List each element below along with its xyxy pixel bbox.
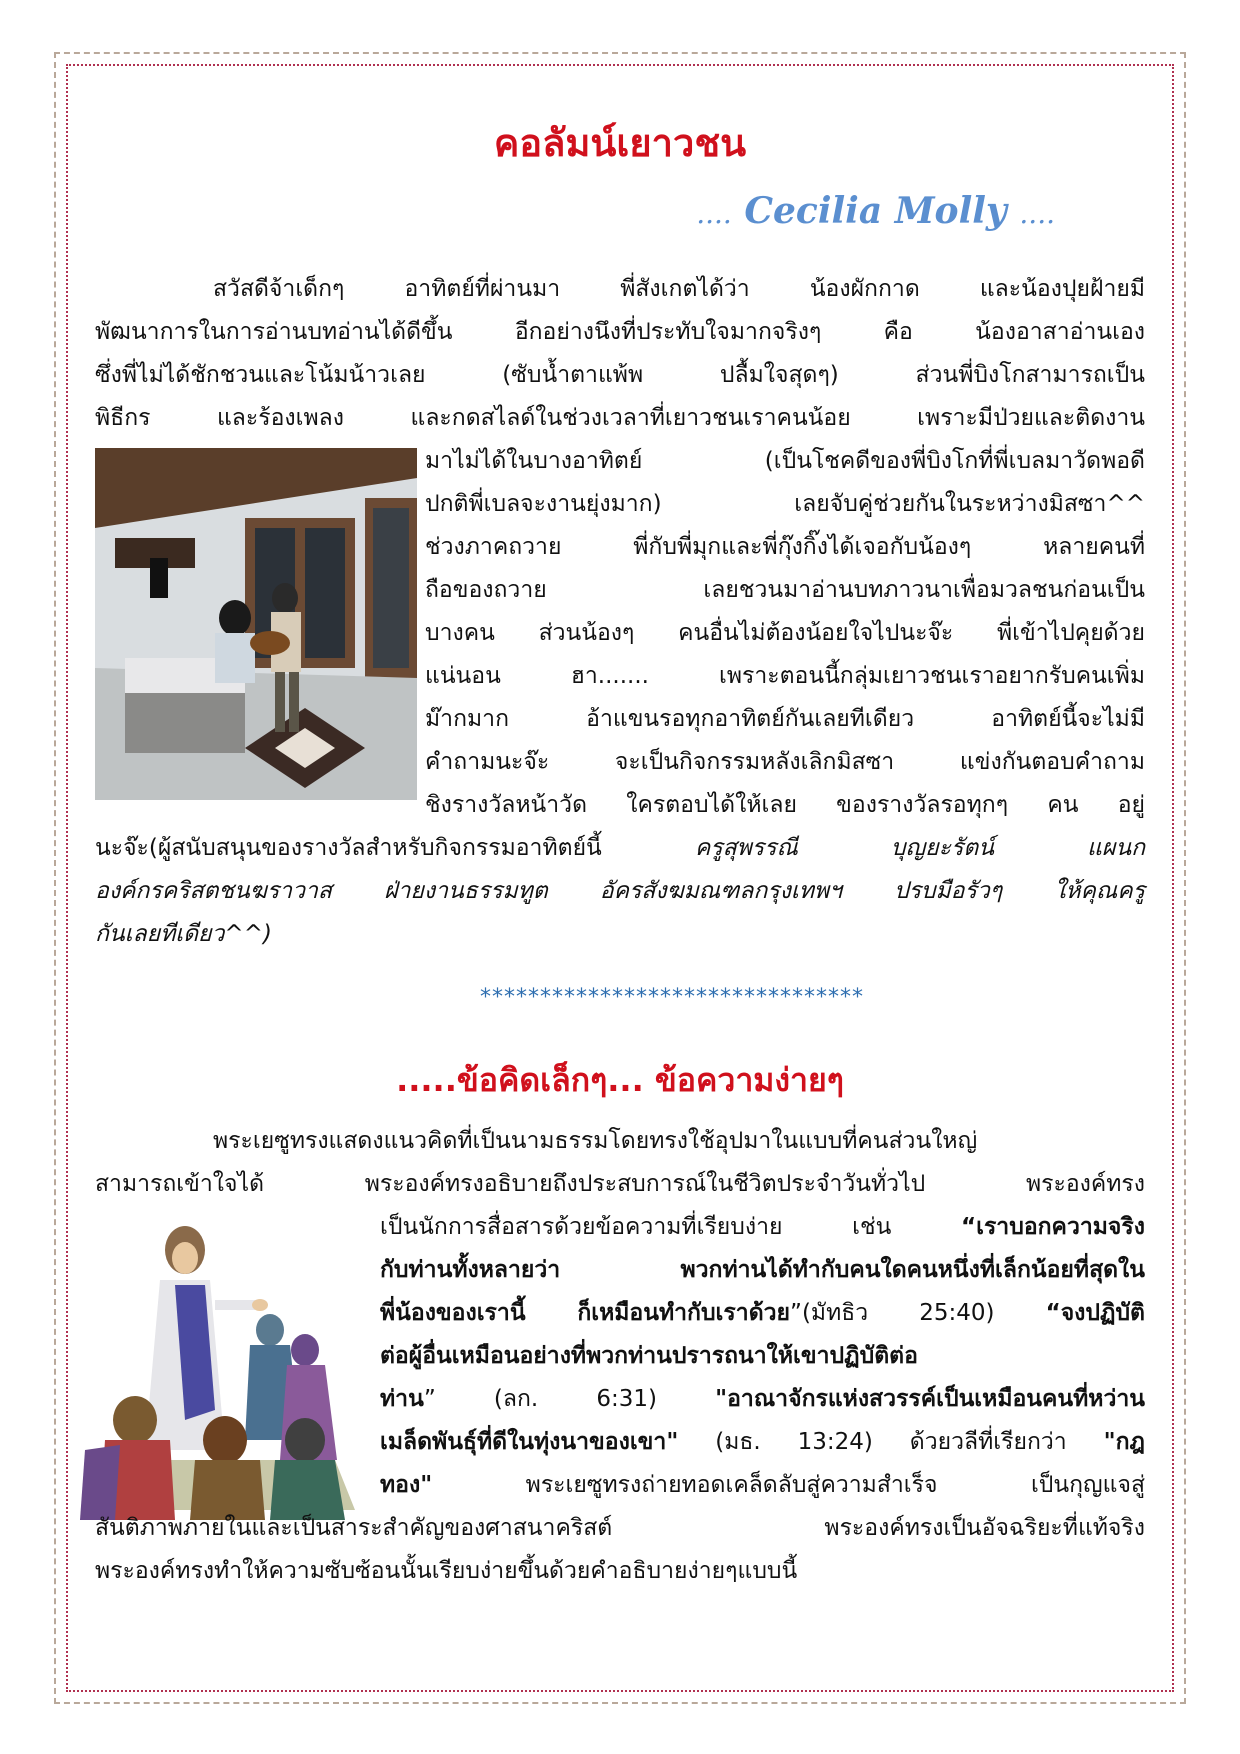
a2-l9b: พระเยซูทรงถ่ายทอดเคล็ดลับสู่ความสำเร็จ เป็นกุญแจสู่ xyxy=(432,1472,1145,1498)
article1-line-11: ม๊ากมาก อ้าแขนรอทุกอาทิตย์กันเลยทีเดียว อาทิตย์นี้จะไม่มี xyxy=(425,706,1145,732)
golden-rule-start: "กฎ xyxy=(1103,1429,1145,1455)
sponsor-name: ครูสุพรรณี บุญยะรัตน์ แผนก xyxy=(694,835,1145,861)
article1-line-2: พัฒนาการในการอ่านบทอ่านได้ดีขึ้น อีกอย่างนึงที่ประทับใจมากจริงๆ คือ น้องอาสาอ่านเอง xyxy=(95,319,1145,345)
article1-line-6: ปกติพี่เบลจะงานยุ่งมาก) เลยจับคู่ช่วยกันในระหว่างมิสซา^^ xyxy=(425,491,1145,517)
church-photo xyxy=(95,448,417,800)
article1-line-4: พิธีกร และร้องเพลง และกดสไลด์ในช่วงเวลาที่เยาวชนเราคนน้อย เพราะมีป่วยและติดงาน xyxy=(95,405,1145,431)
byline-dots-right: .... xyxy=(1019,197,1055,230)
article1-line-10: แน่นอน ฮา....... เพราะตอนนี้กลุ่มเยาวชนเราอยากรับคนเพิ่ม xyxy=(425,663,1145,689)
jesus-teaching-illustration xyxy=(75,1210,370,1530)
quote-1-middle: กับท่านทั้งหลายว่า พวกท่านได้ทำกับคนใดคนหนึ่งที่เล็กน้อยที่สุดใน xyxy=(380,1257,1145,1283)
article1-line-3: ซึ่งพี่ไม่ได้ชักชวนและโน้มน้าวเลย (ซับน้ำตาแพ้พ ปลื้มใจสุดๆ) ส่วนพี่บิงโกสามารถเป็น xyxy=(95,362,1145,388)
reference-mt13: (มธ. 13:24) ด้วยวลีที่เรียกว่า xyxy=(678,1429,1104,1455)
golden-rule-end: ทอง" xyxy=(380,1472,433,1498)
article2-title: .....ข้อคิดเล็กๆ... ข้อความง่ายๆ xyxy=(396,1061,844,1099)
quote-2-middle: ต่อผู้อื่นเหมือนอย่างที่พวกท่านปรารถนาให้เขาปฏิบัติต่อ xyxy=(380,1343,918,1369)
article2-line-4 xyxy=(380,1249,1145,1292)
a2-l3a: เป็นนักการสื่อสารด้วยข้อความที่เรียบง่าย เช่น xyxy=(380,1214,961,1240)
quote-3-start: "อาณาจักรแห่งสวรรค์เป็นเหมือนคนที่หว่าน xyxy=(715,1386,1145,1412)
article2-line-7 xyxy=(380,1378,1145,1421)
quote-1-start: “เราบอกความจริง xyxy=(960,1214,1145,1240)
article1-line-9: บางคน ส่วนน้องๆ คนอื่นไม่ต้องน้อยใจไปนะจ๊ะ พี่เข้าไปคุยด้วย xyxy=(425,620,1145,646)
article2-line-8 xyxy=(380,1421,1145,1464)
article2-line-6 xyxy=(380,1335,1145,1378)
article2-line-2: สามารถเข้าใจได้ พระองค์ทรงอธิบายถึงประสบการณ์ในชีวิตประจำวันทั่วไป พระองค์ทรง xyxy=(95,1171,1145,1197)
quote-3-end: เมล็ดพันธุ์ที่ดีในทุ่งนาของเขา" xyxy=(380,1429,679,1455)
article2-line-10: สันติภาพภายในและเป็นสาระสำคัญของศาสนาคริสต์ พระองค์ทรงเป็นอัจฉริยะที่แท้จริง xyxy=(95,1515,1145,1541)
article1-line-16: กันเลยทีเดียว^^) xyxy=(95,921,272,947)
article1-line-8: ถือของถวาย เลยชวนมาอ่านบทภาวนาเพื่อมวลชนก่อนเป็น xyxy=(425,577,1145,603)
article1-line-1: สวัสดีจ้าเด็กๆ อาทิตย์ที่ผ่านมา พี่สังเกตได้ว่า น้องผักกาด และน้องปุยฝ้ายมี xyxy=(213,276,1145,302)
article2-line-1: พระเยซูทรงแสดงแนวคิดที่เป็นนามธรรมโดยทรงใช้อุปมาในแบบที่คนส่วนใหญ่ xyxy=(213,1128,978,1154)
article1-line-13: ชิงรางวัลหน้าวัด ใครตอบได้ให้เลย ของรางวัลรอทุกๆ คน อยู่ xyxy=(425,792,1145,818)
article1-line-5: มาไม่ได้ในบางอาทิตย์ (เป็นโชคดีของพี่บิงโกที่พี่เบลมาวัดพอดี xyxy=(425,448,1145,474)
reference-matthew: ”(มัทธิว 25:40) xyxy=(790,1300,1046,1326)
article2-line-5 xyxy=(380,1292,1145,1335)
photo-illustration xyxy=(95,448,417,800)
sponsor-intro: นะจ๊ะ(ผู้สนับสนุนของรางวัลสำหรับกิจกรรมอาทิตย์นี้ xyxy=(95,835,695,861)
article2-line-3 xyxy=(380,1206,1145,1249)
article1-line-14 xyxy=(95,827,1145,870)
quote-2-end: ท่าน xyxy=(380,1386,424,1412)
article1-line-7: ช่วงภาคถวาย พี่กับพี่มุกและพี่กุ๊งกิ๊งได้เจอกับน้องๆ หลายคนที่ xyxy=(425,534,1145,560)
author-byline xyxy=(696,190,1055,232)
section-separator: ******************************** xyxy=(480,985,864,1010)
jesus-clipart xyxy=(75,1210,370,1530)
article2-line-11: พระองค์ทรงทำให้ความซับซ้อนนั้นเรียบง่ายขึ้นด้วยคำอธิบายง่ายๆแบบนี้ xyxy=(95,1558,798,1584)
byline-name: Cecilia Molly xyxy=(744,190,1007,232)
column-title: คอลัมน์เยาวชน xyxy=(493,121,747,165)
article2-line-9 xyxy=(380,1464,1145,1507)
article1-line-15: องค์กรคริสตชนฆราวาส ฝ่ายงานธรรมทูต อัครสังฆมณฑลกรุงเทพฯ ปรบมือรัวๆ ให้คุณครู xyxy=(95,878,1145,904)
quote-1-end: พี่น้องของเรานี้ ก็เหมือนทำกับเราด้วย xyxy=(380,1300,791,1326)
quote-2-start: “จงปฏิบัติ xyxy=(1045,1300,1145,1326)
article1-line-12: คำถามนะจ๊ะ จะเป็นกิจกรรมหลังเลิกมิสซา แข่งกันตอบคำถาม xyxy=(425,749,1145,775)
byline-dots-left: .... xyxy=(696,197,732,230)
reference-luke: ” (ลก. 6:31) xyxy=(423,1386,716,1412)
